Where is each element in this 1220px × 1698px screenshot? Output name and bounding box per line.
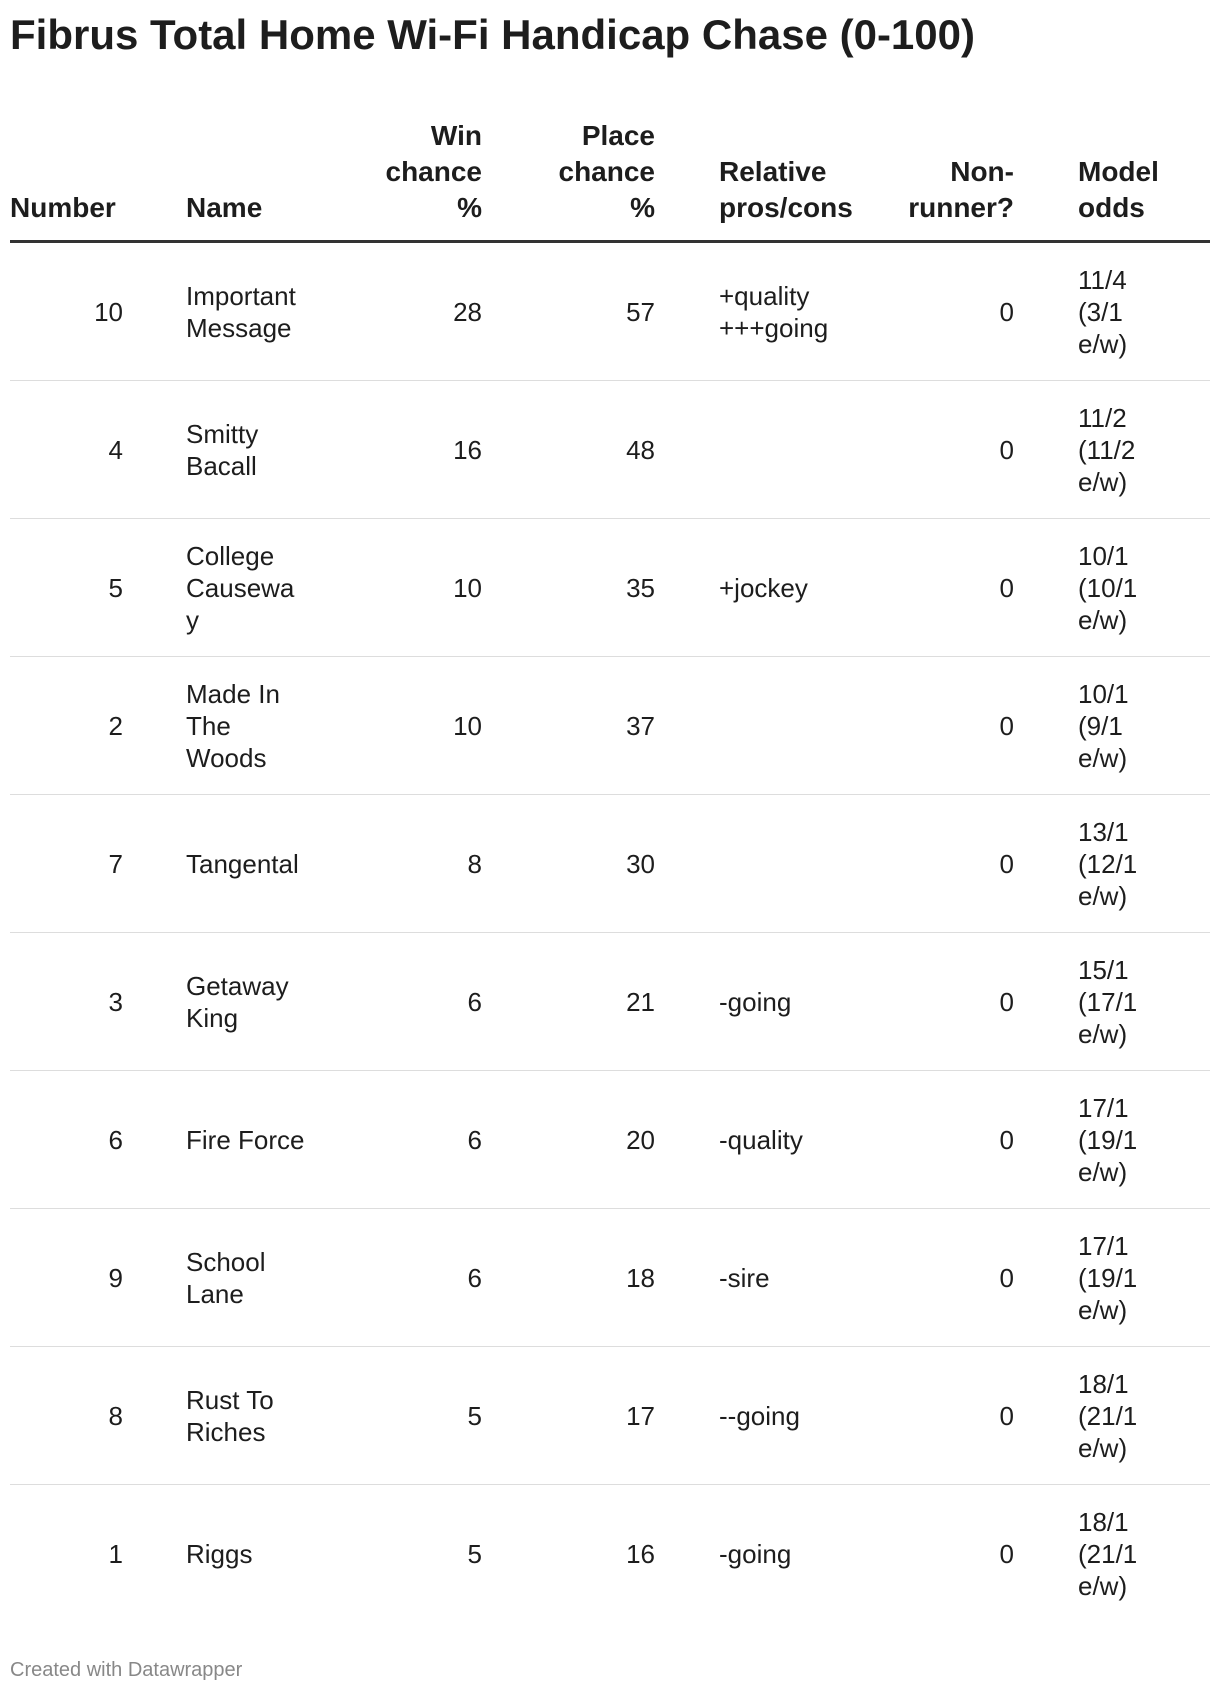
cell-nonrunner-text: 0	[999, 434, 1014, 465]
cell-nonrunner-text: 0	[999, 572, 1014, 603]
column-header-name: Name	[123, 110, 309, 242]
cell-number-text: 10	[94, 296, 123, 327]
cell-odds	[1014, 1209, 1210, 1347]
cell-odds-text: 10/1 (10/1 e/w)	[1078, 540, 1138, 635]
results-table	[10, 110, 1210, 1622]
cell-number-text: 3	[108, 986, 123, 1017]
cell-relative	[655, 795, 841, 933]
cell-number	[10, 657, 123, 795]
cell-nonrunner	[841, 1485, 1014, 1623]
table-row	[10, 381, 1210, 519]
cell-name	[123, 1071, 309, 1209]
cell-place	[482, 1485, 655, 1623]
cell-win	[309, 1347, 482, 1485]
cell-odds	[1014, 1485, 1210, 1623]
cell-win-text: 8	[467, 848, 482, 879]
cell-odds	[1014, 1071, 1210, 1209]
cell-relative	[655, 657, 841, 795]
cell-win	[309, 381, 482, 519]
cell-win	[309, 795, 482, 933]
cell-number-text: 5	[108, 572, 123, 603]
cell-place-text: 20	[626, 1124, 655, 1155]
cell-relative-text: -going	[719, 1538, 792, 1569]
cell-place-text: 18	[626, 1262, 655, 1293]
cell-place-text: 17	[626, 1400, 655, 1431]
cell-name	[123, 381, 309, 519]
cell-nonrunner	[841, 381, 1014, 519]
cell-name	[123, 242, 309, 381]
table-row	[10, 657, 1210, 795]
cell-odds	[1014, 242, 1210, 381]
cell-name-text: Tangental	[186, 848, 299, 879]
table-row	[10, 795, 1210, 933]
cell-win-text: 6	[467, 1262, 482, 1293]
cell-number-text: 7	[108, 848, 123, 879]
cell-name	[123, 1209, 309, 1347]
cell-win-text: 28	[453, 296, 482, 327]
cell-name	[123, 933, 309, 1071]
cell-place	[482, 933, 655, 1071]
cell-nonrunner	[841, 519, 1014, 657]
cell-nonrunner	[841, 933, 1014, 1071]
cell-number-text: 2	[108, 710, 123, 741]
cell-place	[482, 381, 655, 519]
cell-place-text: 48	[626, 434, 655, 465]
column-header-nonrunner	[841, 110, 1014, 242]
cell-relative-text: --going	[719, 1400, 800, 1431]
cell-number	[10, 1071, 123, 1209]
cell-win-text: 16	[453, 434, 482, 465]
cell-win	[309, 657, 482, 795]
cell-odds	[1014, 381, 1210, 519]
cell-nonrunner	[841, 795, 1014, 933]
table-body	[10, 242, 1210, 1623]
cell-number	[10, 795, 123, 933]
cell-win	[309, 1209, 482, 1347]
cell-name-text: School Lane	[186, 1246, 266, 1309]
cell-nonrunner-text: 0	[999, 296, 1014, 327]
cell-name-text: Important Message	[186, 280, 296, 343]
table-row	[10, 1209, 1210, 1347]
cell-name-text: Riggs	[186, 1538, 253, 1569]
cell-number-text: 6	[108, 1124, 123, 1155]
header-row	[10, 110, 1210, 242]
cell-place	[482, 1209, 655, 1347]
cell-nonrunner	[841, 657, 1014, 795]
column-header-number: Number	[10, 110, 123, 242]
page-title: Fibrus Total Home Wi-Fi Handicap Chase (0-100)	[10, 11, 975, 58]
table-row	[10, 1485, 1210, 1623]
cell-odds	[1014, 519, 1210, 657]
cell-nonrunner	[841, 1071, 1014, 1209]
cell-odds	[1014, 1347, 1210, 1485]
cell-odds-text: 17/1 (19/1 e/w)	[1078, 1092, 1138, 1187]
cell-relative-text: -sire	[719, 1262, 770, 1293]
cell-nonrunner-text: 0	[999, 1538, 1014, 1569]
cell-place	[482, 1347, 655, 1485]
cell-number	[10, 519, 123, 657]
cell-relative	[655, 242, 841, 381]
column-header-odds-label: Model odds	[1078, 156, 1159, 223]
cell-win	[309, 1071, 482, 1209]
cell-win	[309, 933, 482, 1071]
cell-name-text: Smitty Bacall	[186, 418, 259, 481]
cell-nonrunner-text: 0	[999, 1400, 1014, 1431]
cell-relative	[655, 1485, 841, 1623]
cell-odds-text: 15/1 (17/1 e/w)	[1078, 954, 1138, 1049]
column-header-win-label: Win chance %	[385, 120, 482, 223]
cell-win-text: 6	[467, 986, 482, 1017]
table-row	[10, 933, 1210, 1071]
cell-win-text: 5	[467, 1400, 482, 1431]
cell-name-text: Fire Force	[186, 1124, 305, 1155]
cell-win-text: 10	[453, 710, 482, 741]
column-header-nonrunner-label: Non-runner?	[908, 156, 1014, 223]
cell-win-text: 5	[467, 1538, 482, 1569]
cell-number	[10, 933, 123, 1071]
cell-number-text: 4	[108, 434, 123, 465]
cell-name-text: College Causeway	[186, 540, 295, 635]
cell-nonrunner-text: 0	[999, 1124, 1014, 1155]
cell-win	[309, 242, 482, 381]
cell-place-text: 57	[626, 296, 655, 327]
cell-odds	[1014, 795, 1210, 933]
cell-relative	[655, 1347, 841, 1485]
table-row	[10, 1071, 1210, 1209]
cell-number	[10, 242, 123, 381]
cell-name-text: Getaway King	[186, 970, 289, 1033]
cell-nonrunner	[841, 242, 1014, 381]
cell-place	[482, 795, 655, 933]
cell-number	[10, 1485, 123, 1623]
cell-place-text: 37	[626, 710, 655, 741]
cell-odds-text: 10/1 (9/1 e/w)	[1078, 678, 1129, 773]
cell-number	[10, 1347, 123, 1485]
column-header-place-label: Place chance %	[558, 120, 655, 223]
cell-relative	[655, 381, 841, 519]
cell-relative	[655, 1209, 841, 1347]
cell-name	[123, 1485, 309, 1623]
cell-relative	[655, 519, 841, 657]
cell-number-text: 1	[108, 1538, 123, 1569]
table-row	[10, 1347, 1210, 1485]
cell-relative-text: -quality	[719, 1124, 803, 1155]
cell-odds-text: 18/1 (21/1 e/w)	[1078, 1506, 1138, 1601]
cell-number-text: 8	[108, 1400, 123, 1431]
cell-place	[482, 519, 655, 657]
cell-win	[309, 519, 482, 657]
cell-place-text: 35	[626, 572, 655, 603]
cell-nonrunner-text: 0	[999, 710, 1014, 741]
cell-odds	[1014, 657, 1210, 795]
cell-nonrunner	[841, 1209, 1014, 1347]
cell-win-text: 10	[453, 572, 482, 603]
cell-relative-text: -going	[719, 986, 792, 1017]
cell-place-text: 30	[626, 848, 655, 879]
footer-credit: Created with Datawrapper	[10, 1659, 243, 1681]
cell-nonrunner	[841, 1347, 1014, 1485]
cell-odds	[1014, 933, 1210, 1071]
column-header-relative-label: Relative pros/cons	[719, 156, 853, 223]
table-row	[10, 242, 1210, 381]
cell-nonrunner-text: 0	[999, 986, 1014, 1017]
cell-relative	[655, 1071, 841, 1209]
cell-relative	[655, 933, 841, 1071]
cell-relative-text: +jockey	[719, 572, 808, 603]
cell-number	[10, 1209, 123, 1347]
column-header-place	[482, 110, 655, 242]
cell-relative-text: +quality +++going	[719, 280, 829, 343]
cell-win	[309, 1485, 482, 1623]
column-header-odds	[1014, 110, 1210, 242]
cell-odds-text: 11/2 (11/2 e/w)	[1078, 402, 1136, 497]
cell-name-text: Rust To Riches	[186, 1384, 274, 1447]
cell-place-text: 21	[626, 986, 655, 1017]
cell-odds-text: 13/1 (12/1 e/w)	[1078, 816, 1138, 911]
cell-name	[123, 657, 309, 795]
cell-name	[123, 795, 309, 933]
column-header-win	[309, 110, 482, 242]
cell-place	[482, 1071, 655, 1209]
column-header-relative	[655, 110, 853, 242]
cell-name	[123, 1347, 309, 1485]
cell-nonrunner-text: 0	[999, 1262, 1014, 1293]
cell-win-text: 6	[467, 1124, 482, 1155]
cell-nonrunner-text: 0	[999, 848, 1014, 879]
cell-odds-text: 18/1 (21/1 e/w)	[1078, 1368, 1138, 1463]
cell-name-text: Made In The Woods	[186, 678, 280, 773]
cell-name	[123, 519, 309, 657]
cell-number	[10, 381, 123, 519]
cell-place	[482, 242, 655, 381]
cell-number-text: 9	[108, 1262, 123, 1293]
cell-place-text: 16	[626, 1538, 655, 1569]
table-row	[10, 519, 1210, 657]
cell-place	[482, 657, 655, 795]
cell-odds-text: 11/4 (3/1 e/w)	[1078, 264, 1128, 359]
cell-odds-text: 17/1 (19/1 e/w)	[1078, 1230, 1138, 1325]
